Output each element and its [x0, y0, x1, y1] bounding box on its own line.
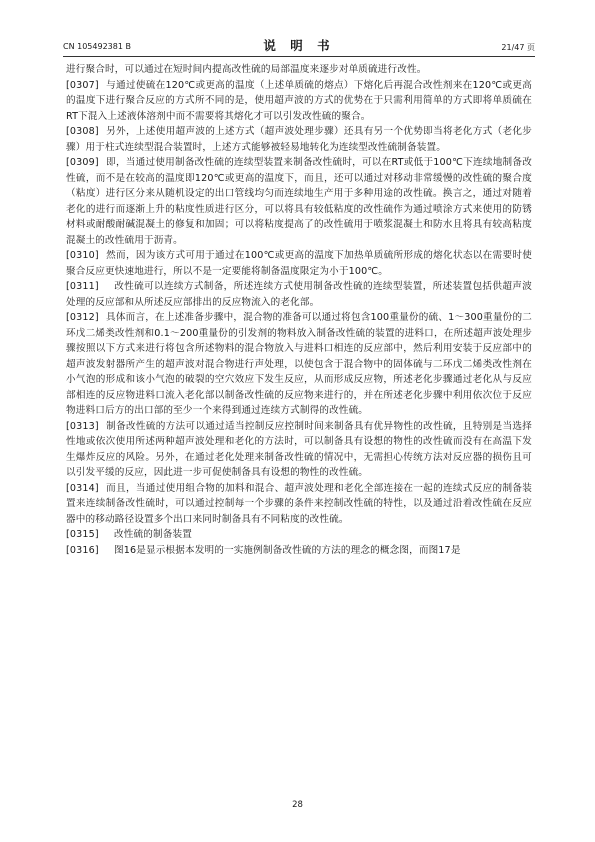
paragraph-text: 图16是显示根据本发明的一实施例制备改性硫的方法的理念的概念图，而图17是: [114, 544, 461, 556]
paragraph-text: 具体而言，在上述准备步骤中，混合物的准备可以通过将包含100重量份的硫、1～300重量份的二环戊二烯类改性剂和0.1～200重量份的引发剂的物料放入制备改性硫的装置的进料口，在所述超声波处理步骤按照以下方式来进行将包含所述物料的混合物放入与进料口相连的反应部中，然后利用安装于反应部中的超声波发射器所产生的超声波对混合物进行声处理，以使包含于混合物中的固体硫与二环戊二烯类改性剂在小气泡的形成和该小气泡的破裂的空穴效应下发生反应，从而形成反应物，所述老化步骤通过老化从与反应部相连的反应物进料口流入老化部以制备改性硫的反应物来进行的，并在所述老化步骤中利用依次位于反应物进料口后方的出口部的至少一个来得到通过连续方式制得的改性硫。: [66, 312, 532, 416]
paragraph: [66, 419, 532, 481]
paragraph: [66, 124, 532, 155]
paragraph-number: [0308]: [66, 126, 99, 137]
document-title: 说 明 书: [263, 38, 335, 53]
header-divider: [63, 56, 535, 57]
paragraph: [66, 155, 532, 248]
paragraph: [66, 310, 532, 419]
patent-number: CN 105492381 B: [63, 42, 131, 51]
paragraph-number: [0314]: [66, 482, 99, 494]
paragraph-text: 改性硫的制备装置: [114, 529, 192, 540]
paragraph-continuation: [66, 62, 532, 78]
paragraph-number: [0311]: [66, 281, 99, 292]
paragraph: [66, 248, 532, 279]
paragraph-number: [0309]: [66, 157, 99, 168]
paragraph-text: 改性硫可以连续方式制备，所述连续方式使用制备改性硫的连续型装置，所述装置包括供超声波处理的反应部和从所述反应部排出的反应物流入的老化部。: [66, 281, 532, 308]
paragraph-number: [0316]: [66, 544, 99, 556]
paragraph-text: 然而，因为该方式可用于通过在100℃或更高的温度下加热单质硫所形成的熔化状态以在需要时使聚合反应更快速地进行，所以不是一定要能将制备温度限定为小于100℃。: [66, 250, 532, 277]
section-heading: [66, 527, 532, 543]
paragraph-text: 进行聚合时，可以通过在短时间内提高改性硫的局部温度来逐步对单质硫进行改性。: [66, 64, 427, 75]
page-indicator: 21/47 页: [501, 43, 535, 52]
paragraph-text: 即，当通过使用制备改性硫的连续型装置来制备改性硫时，可以在RT或低于100℃下连续地制备改性硫，而不是在较高的温度即120℃或更高的温度下，而且，还可以通过对移动非常缓慢的改性硫的聚合度（粘度）进行区分来从随机设定的出口管线均匀而连续地生产用于多种用途的改性硫。换言之，通过对随着老化的进行而逐渐上升的粘度性质进行区分，可以将具有较低粘度的改性硫作为通过喷涂方式来使用的防锈材料或耐酸耐碱混凝土的修复和加固；可以将粘度提高了的改性硫用于喷浆混凝土和防水且将具有较高粘度混凝土的改性硫用于沥青。: [66, 157, 532, 246]
paragraph-number: [0310]: [66, 250, 99, 261]
paragraph-number: [0315]: [66, 529, 99, 540]
paragraph-number: [0307]: [66, 79, 99, 91]
paragraph: [66, 78, 532, 125]
paragraph: [66, 543, 532, 559]
paragraph-number: [0313]: [66, 420, 99, 432]
page-header: [63, 36, 535, 54]
paragraph-number: [0312]: [66, 312, 99, 323]
paragraph-text: 与通过使硫在120℃或更高的温度（上述单质硫的熔点）下熔化后再混合改性剂来在120℃或更高的温度下进行聚合反应的方式所不同的是，使用超声波的方式的优势在于只需利用简单的方式即将单质硫在RT下混入上述液体溶剂中而不需要将其熔化才可以引发改性硫的聚合。: [66, 79, 532, 122]
document-body: [66, 62, 532, 558]
paragraph-text: 制备改性硫的方法可以通过适当控制反应控制时间来制备具有优异物性的改性硫，且特别是当选择性地或依次使用所述两种超声波处理和老化的方法时，可以制备具有设想的物性的改性硫而没有在高温下发生爆炸反应的风险。另外，在通过老化处理来制备改性硫的情况中，无需担心传统方法对反应器的损伤且可以引发平缓的反应，因此进一步可促使制备具有设想的物性的改性硫。: [66, 420, 532, 478]
paragraph: [66, 279, 532, 310]
paragraph: [66, 481, 532, 528]
paragraph-text: 而且，当通过使用组合物的加料和混合、超声波处理和老化全部连接在一起的连续式反应的制备装置来连续制备改性硫时，可以通过控制每一个步骤的条件来控制改性硫的特性，以及通过沿着改性硫在反应器中的移动路径设置多个出口来同时制备具有不同粘度的改性硫。: [66, 482, 532, 525]
page-number: 28: [292, 800, 303, 810]
paragraph-text: 另外，上述使用超声波的上述方式（超声波处理步骤）还具有另一个优势即当将老化方式（老化步骤）用于柱式连续型混合装置时，上述方式能够被轻易地转化为连续型改性硫制备装置。: [66, 126, 532, 153]
